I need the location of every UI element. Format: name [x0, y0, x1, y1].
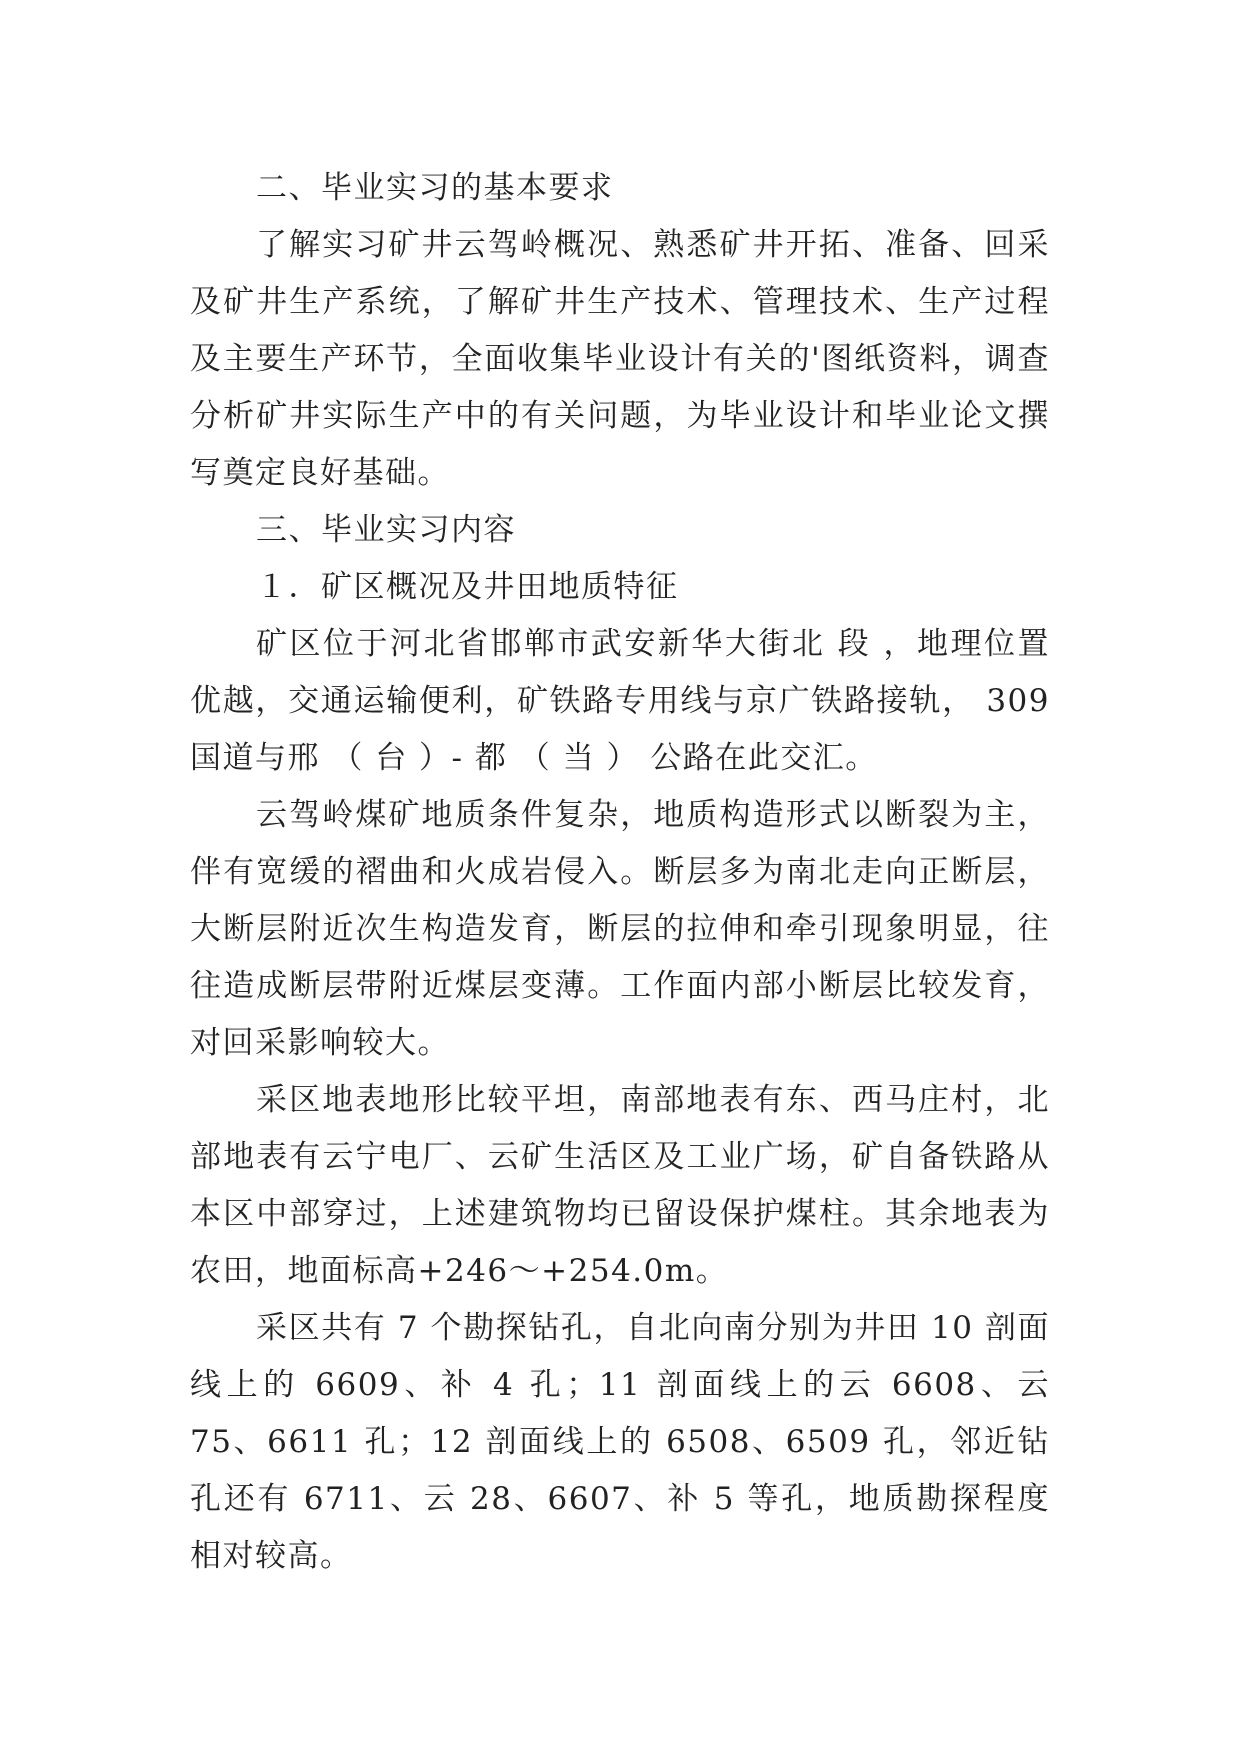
section-heading-basic-requirements: 二、毕业实习的基本要求: [256, 170, 614, 206]
paragraph-geology: 云驾岭煤矿地质条件复杂，地质构造形式以断裂为主，伴有宽缓的褶曲和火成岩侵入。断层多为南北走向正断层，大断层附近次生构造发育，断层的拉伸和牵引现象明显，往往造成断层带附近煤层变薄。工作面内部小断层比较发育，对回采影响较大。: [190, 797, 1050, 1061]
paragraph-surface: 采区地表地形比较平坦，南部地表有东、西马庄村，北部地表有云宁电厂、云矿生活区及工业广场，矿自备铁路从本区中部穿过，上述建筑物均已留设保护煤柱。其余地表为农田，地面标高+246～+254.0m。: [190, 1082, 1050, 1289]
paragraph-location: 矿区位于河北省邯郸市武安新华大街北 段 ，地理位置优越，交通运输便利，矿铁路专用线与京广铁路接轨， 309 国道与邢 （ 台 ）- 都 （ 当 ） 公路在此交汇。: [190, 626, 1050, 776]
paragraph-boreholes: 采区共有 7 个勘探钻孔，自北向南分别为井田 10 剖面线上的 6609、补 4 孔；11 剖面线上的云 6608、云 75、6611 孔；12 剖面线上的 6508、6509 孔，邻近钻孔还有 6711、云 28、6607、补 5 等孔，地质勘探程度相对较高。: [190, 1310, 1050, 1574]
section-heading-internship-content: 三、毕业实习内容: [256, 512, 516, 548]
paragraph-requirements: 了解实习矿井云驾岭概况、熟悉矿井开拓、准备、回采及矿井生产系统，了解矿井生产技术、管理技术、生产过程及主要生产环节，全面收集毕业设计有关的'图纸资料，调查分析矿井实际生产中的有关问题，为毕业设计和毕业论文撰写奠定良好基础。: [190, 227, 1050, 491]
document-body: [190, 160, 1050, 1585]
subsection-heading-mine-overview: １．矿区概况及井田地质特征: [256, 569, 679, 605]
